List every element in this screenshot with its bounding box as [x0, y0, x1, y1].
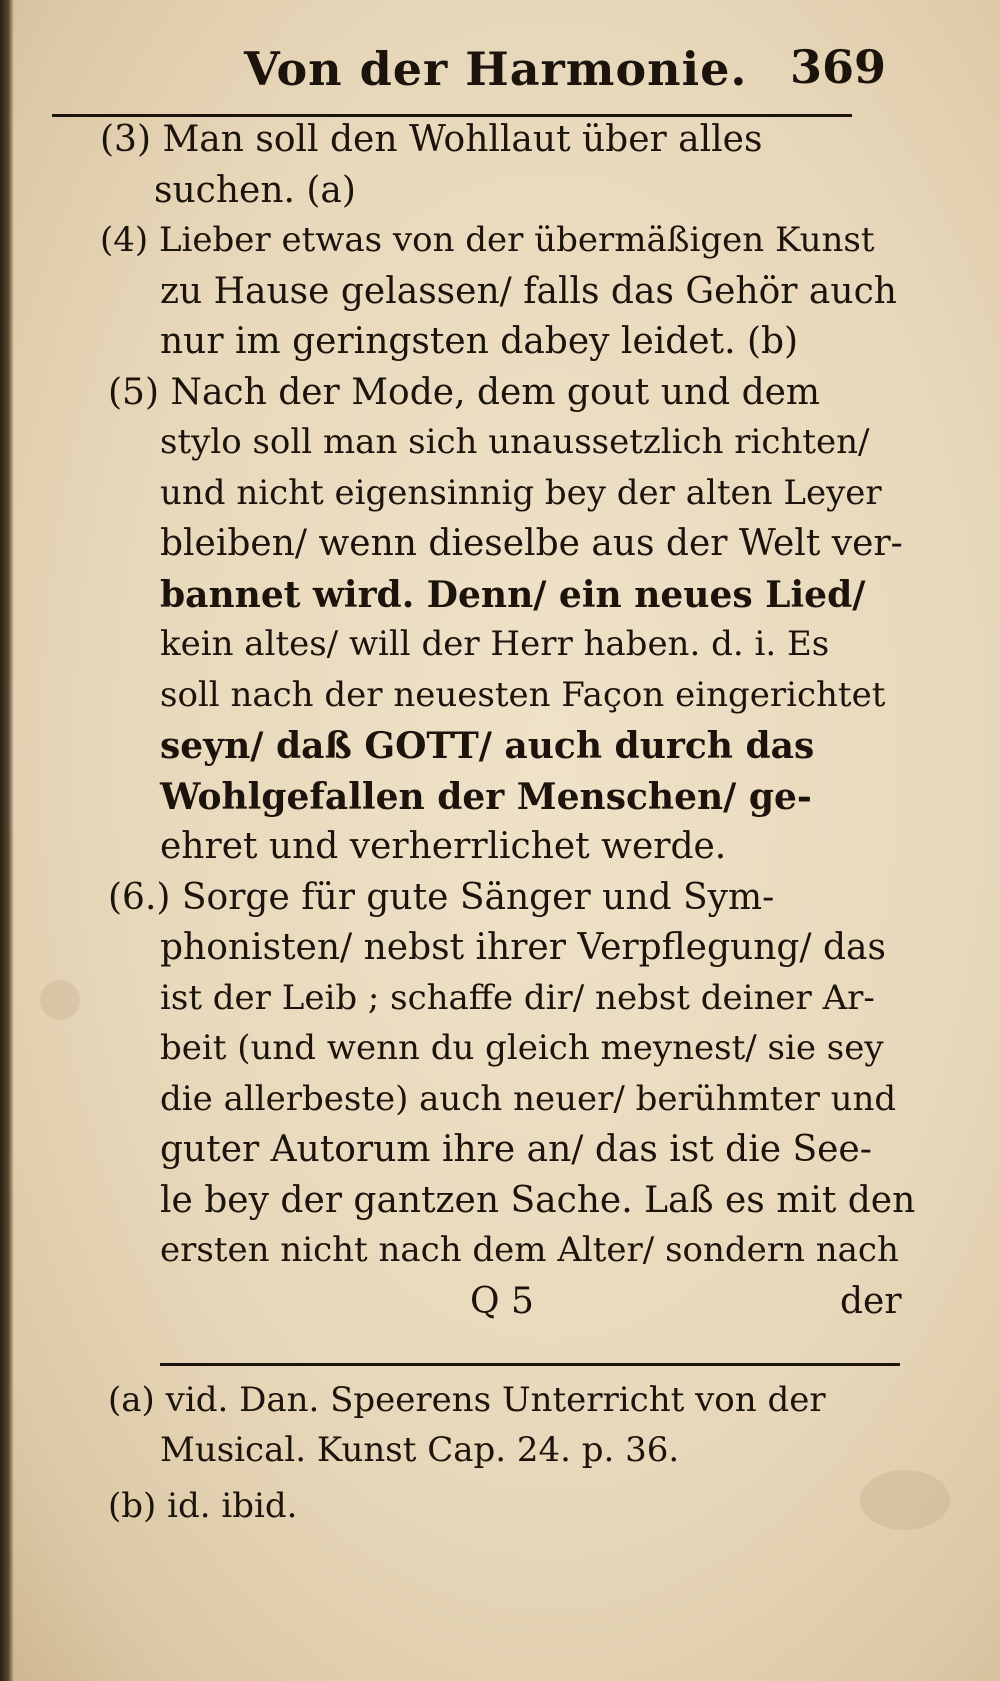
text-line: kein altes/ will der Herr haben. d. i. Es	[160, 624, 830, 664]
text-line: ehret und verherrlichet werde.	[160, 826, 727, 867]
running-title: Von der Harmonie.	[244, 42, 748, 96]
text-line: zu Hause gelassen/ falls das Gehör auch	[160, 270, 897, 312]
text-line: die allerbeste) auch neuer/ berühmter und	[160, 1078, 897, 1119]
text-line: nur im geringsten dabey leidet. (b)	[160, 321, 799, 362]
footnote-b: (b) id. ibid.	[108, 1486, 298, 1526]
text-line: ersten nicht nach dem Alter/ sondern nach	[160, 1230, 899, 1270]
footnote-rule	[160, 1363, 900, 1366]
text-line: le bey der gantzen Sache. Laß es mit den	[160, 1179, 916, 1221]
page-header	[0, 0, 1000, 130]
text-line: stylo soll man sich unaussetzlich richten/	[160, 422, 870, 462]
text-line: suchen. (a)	[154, 169, 356, 211]
signature-mark: Q 5	[470, 1280, 534, 1322]
text-line: ist der Leib ; schaffe dir/ nebst deiner Ar-	[160, 977, 875, 1018]
text-line: Wohlgefallen der Menschen/ ge-	[160, 775, 812, 818]
text-line: soll nach der neuesten Façon eingerichtet	[160, 674, 886, 715]
catchword: der	[840, 1280, 902, 1322]
text-line: seyn/ daß GOTT/ auch durch das	[160, 725, 815, 767]
text-line: (6.) Sorge für gute Sänger und Sym-	[108, 876, 775, 918]
text-line: beit (und wenn du gleich meynest/ sie sey	[160, 1028, 884, 1068]
paper-stain	[860, 1470, 950, 1530]
text-line: (5) Nach der Mode, dem gout und dem	[108, 371, 821, 413]
text-line: bannet wird. Denn/ ein neues Lied/	[160, 573, 866, 616]
text-line: guter Autorum ihre an/ das ist die See-	[160, 1129, 872, 1170]
text-line: bleiben/ wenn dieselbe aus der Welt ver-	[160, 523, 903, 564]
header-rule	[52, 114, 852, 117]
text-line: (4) Lieber etwas von der übermäßigen Kunst	[100, 220, 875, 260]
text-line: (3) Man soll den Wohllaut über alles	[100, 119, 763, 160]
text-line: und nicht eigensinnig bey der alten Leyer	[160, 472, 882, 513]
page-number: 369	[790, 40, 887, 94]
footnote-a: (a) vid. Dan. Speerens Unterricht von der	[108, 1380, 826, 1420]
text-line: phonisten/ nebst ihrer Verpflegung/ das	[160, 927, 886, 968]
footnote-a-continued: Musical. Kunst Cap. 24. p. 36.	[160, 1430, 680, 1470]
paper-stain	[40, 980, 80, 1020]
binding-edge	[0, 0, 14, 1681]
